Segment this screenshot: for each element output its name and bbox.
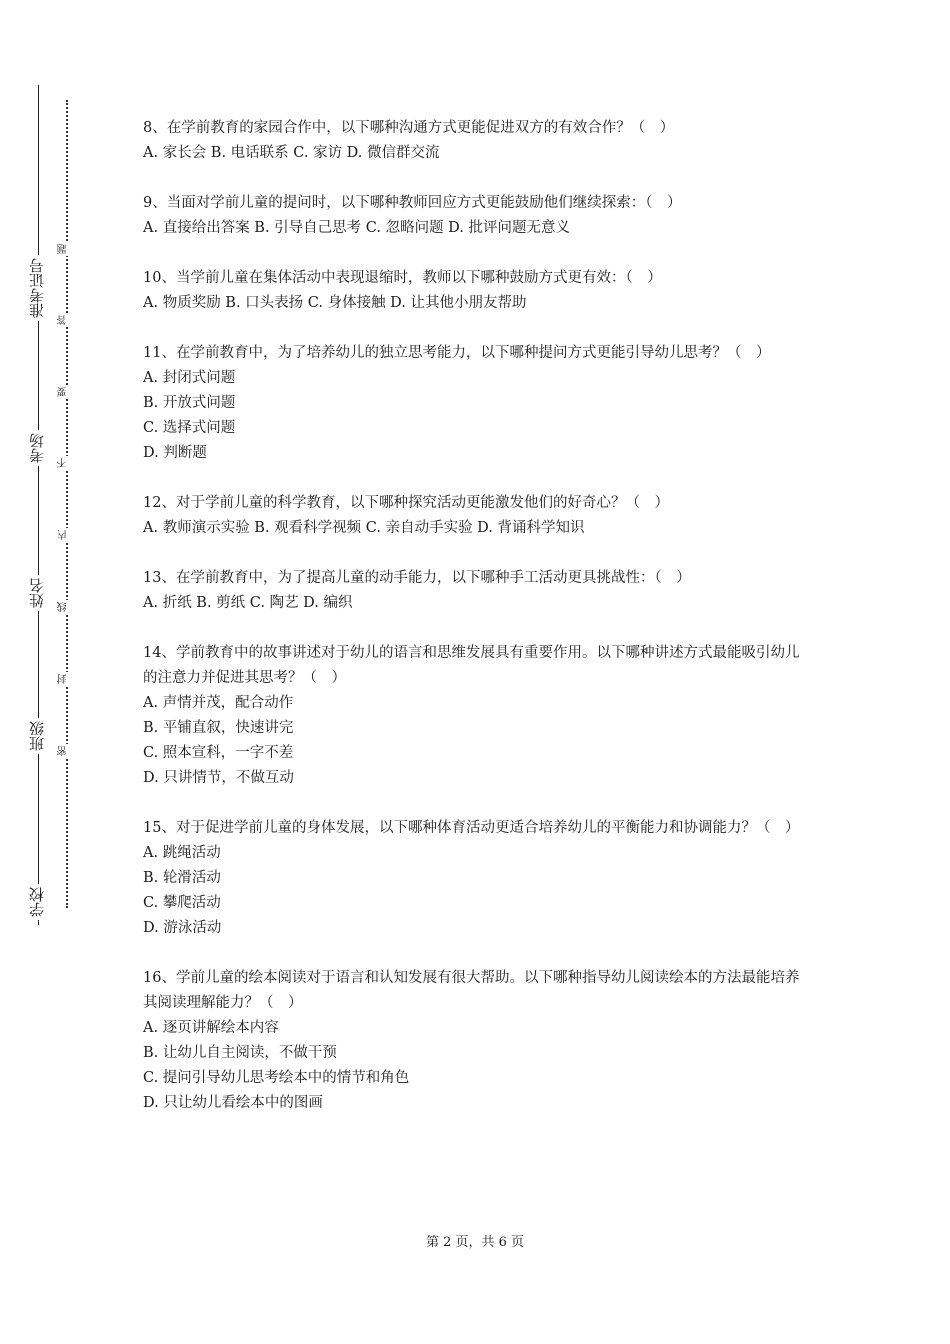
option-b: B. 平铺直叙，快速讲完	[143, 720, 294, 736]
option-b: B. 轮滑活动	[143, 870, 221, 886]
question-11	[143, 341, 813, 466]
option-c: C. 提问引导幼儿思考绘本中的情节和角色	[143, 1070, 410, 1086]
question-stem: 12、对于学前儿童的科学教育，以下哪种探究活动更能激发他们的好奇心？（ ）	[143, 495, 669, 511]
option-b: B. 开放式问题	[143, 395, 236, 411]
seal-dotted-line	[66, 100, 68, 908]
option-d: D. 只讲情节，不做互动	[143, 770, 294, 786]
seal-char: 内	[58, 528, 76, 542]
exam-id-label: 准考证号	[20, 255, 54, 321]
option-b: B. 让幼儿自主阅读，不做干预	[143, 1045, 337, 1061]
option-a: A. 跳绳活动	[143, 845, 221, 861]
option-d: D. 只让幼儿看绘本中的图画	[143, 1095, 323, 1111]
question-stem: 16、学前儿童的绘本阅读对于语言和认知发展有很大帮助。以下哪种指导幼儿阅读绘本的方法最能培养其阅读理解能力？（ ）	[143, 970, 800, 1011]
binding-margin	[0, 0, 110, 1344]
seal-char: 封	[58, 672, 76, 686]
question-options: A. 直接给出答案 B. 引导自己思考 C. 忽略问题 D. 批评问题无意义	[143, 220, 571, 236]
question-stem: 15、对于促进学前儿童的身体发展，以下哪种体育活动更适合培养幼儿的平衡能力和协调能力？（ ）	[143, 820, 800, 836]
option-a: A. 逐页讲解绘本内容	[143, 1020, 279, 1036]
question-13	[143, 566, 813, 616]
question-options: A. 折纸 B. 剪纸 C. 陶艺 D. 编织	[143, 595, 353, 611]
seal-char: 答	[58, 313, 76, 327]
option-c: C. 选择式问题	[143, 420, 236, 436]
class-label: 班级	[20, 718, 54, 754]
question-stem: 9、当面对学前儿童的提问时，以下哪种教师回应方式更能鼓励他们继续探索：（ ）	[143, 195, 682, 211]
question-stem: 8、在学前教育的家园合作中，以下哪种沟通方式更能促进双方的有效合作？（ ）	[143, 120, 675, 136]
seal-char: 要	[58, 385, 76, 399]
question-stem: 10、当学前儿童在集体活动中表现退缩时，教师以下哪种鼓励方式更有效：（ ）	[143, 270, 662, 286]
school-label: 学校	[20, 884, 54, 920]
question-options: A. 物质奖励 B. 口头表扬 C. 身体接触 D. 让其他小朋友帮助	[143, 295, 527, 311]
seal-char: 密	[58, 744, 76, 758]
seal-char: 线	[58, 600, 76, 614]
question-9	[143, 191, 813, 241]
option-a: A. 声情并茂，配合动作	[143, 695, 294, 711]
option-c: C. 照本宣科，一字不差	[143, 745, 294, 761]
option-a: A. 封闭式问题	[143, 370, 236, 386]
question-14	[143, 641, 813, 791]
seal-char: 不	[58, 456, 76, 470]
question-10	[143, 266, 813, 316]
binding-solid-line	[38, 85, 39, 925]
question-16	[143, 966, 813, 1116]
option-c: C. 攀爬活动	[143, 895, 221, 911]
question-options: A. 家长会 B. 电话联系 C. 家访 D. 微信群交流	[143, 145, 440, 161]
question-list	[143, 116, 813, 1141]
page-number-footer: 第 2 页，共 6 页	[425, 1235, 525, 1250]
question-stem: 11、在学前教育中，为了培养幼儿的独立思考能力，以下哪种提问方式更能引导幼儿思考？（ ）	[143, 345, 771, 361]
question-stem: 14、学前教育中的故事讲述对于幼儿的语言和思维发展具有重要作用。以下哪种讲述方式最能吸引幼儿的注意力并促进其思考？（ ）	[143, 645, 800, 686]
question-8	[143, 116, 813, 166]
exam-room-label: 考场	[20, 430, 54, 466]
option-d: D. 判断题	[143, 445, 207, 461]
question-options: A. 教师演示实验 B. 观看科学视频 C. 亲自动手实验 D. 背诵科学知识	[143, 520, 585, 536]
option-d: D. 游泳活动	[143, 920, 222, 936]
seal-char: 题	[58, 242, 76, 256]
question-12	[143, 491, 813, 541]
question-15	[143, 816, 813, 941]
question-stem: 13、在学前教育中，为了提高儿童的动手能力，以下哪种手工活动更具挑战性：（ ）	[143, 570, 691, 586]
name-label: 姓名	[20, 575, 54, 611]
